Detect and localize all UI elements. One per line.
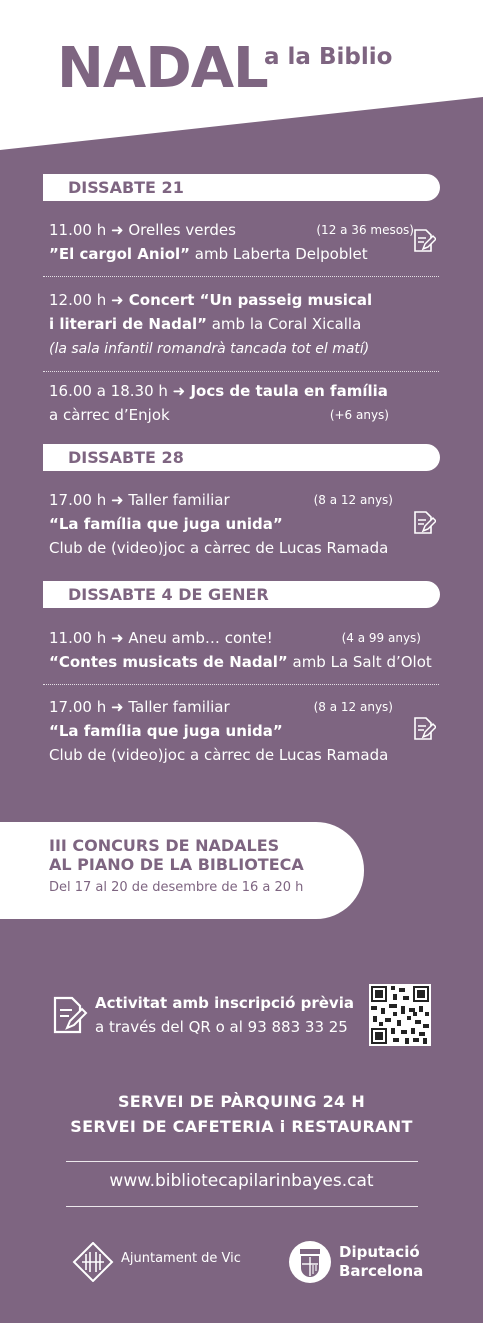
day-header-4-gener: DISSABTE 4 DE GENER (43, 581, 440, 608)
concurs-dates: Del 17 al 20 de desembre de 16 a 20 h (49, 880, 304, 895)
divider (43, 684, 439, 685)
concurs-title-2: AL PIANO DE LA BIBLIOTECA (49, 855, 304, 874)
event-taller-familiar-28: 17.00 h ➜ Taller familiar (8 a 12 anys) “La família que juga unida” Club de (video)joc a càrrec de Lucas Ramada (49, 488, 414, 560)
divider (66, 1161, 418, 1162)
event-time: 17.00 h (49, 698, 107, 716)
event-concert: 12.00 h ➜ Concert “Un passeig musical i literari de Nadal” amb la Coral Xicalla (la sala infantil romandrà tancada tot el matí) (49, 291, 373, 357)
divider (43, 276, 439, 277)
event-taller-familiar-4: 17.00 h ➜ Taller familiar (8 a 12 anys) “La família que juga unida” Club de (video)joc a càrrec de Lucas Ramada (49, 695, 414, 767)
registration-details: a través del QR o al 93 883 33 25 (95, 1018, 348, 1036)
ajuntament-vic-label: Ajuntament de Vic (121, 1251, 241, 1266)
diputacio-barcelona-label: Diputació Barcelona (339, 1243, 424, 1280)
event-time: 17.00 h (49, 491, 107, 509)
divider (66, 1206, 418, 1207)
service-parking: SERVEI DE PÀRQUING 24 H (117, 1092, 366, 1111)
right-arrow-icon: ➜ (106, 629, 124, 647)
event-time: 16.00 a 18.30 h (49, 382, 168, 400)
event-jocs-de-taula: 16.00 a 18.30 h ➜ Jocs de taula en família a càrrec d’Enjok (+6 anys) (49, 379, 414, 427)
age-range: (4 a 99 anys) (341, 631, 421, 645)
event-aneu-amb-conte: 11.00 h ➜ Aneu amb… conte! (4 a 99 anys) “Contes musicats de Nadal” amb La Salt d’Olot (49, 626, 414, 674)
diputacio-barcelona-logo (288, 1240, 332, 1284)
service-cafeteria: SERVEI DE CAFETERIA i RESTAURANT (70, 1117, 413, 1136)
page-title: NADAL (57, 36, 268, 101)
document-pen-icon (412, 228, 436, 254)
age-range: (12 a 36 mesos) (316, 223, 414, 237)
page-subtitle: a la Biblio (264, 44, 393, 70)
day-header-21: DISSABTE 21 (43, 174, 440, 201)
document-pen-icon (52, 995, 88, 1035)
divider (43, 371, 439, 372)
event-orelles-verdes: 11.00 h ➜ Orelles verdes (12 a 36 mesos) ”El cargol Aniol” amb Laberta Delpoblet (49, 218, 414, 266)
website-link[interactable]: www.bibliotecapilarinbayes.cat (109, 1171, 374, 1191)
registration-info (95, 991, 354, 1039)
concurs-title-1: III CONCURS DE NADALES (49, 836, 280, 855)
event-time: 11.00 h (49, 221, 107, 239)
document-pen-icon (412, 510, 436, 536)
services-block (0, 1089, 483, 1139)
age-range: (8 a 12 anys) (313, 493, 393, 507)
right-arrow-icon: ➜ (106, 698, 124, 716)
registration-title: Activitat amb inscripció prèvia (95, 994, 354, 1012)
event-time: 11.00 h (49, 629, 107, 647)
ajuntament-vic-logo (72, 1242, 114, 1282)
age-range: (8 a 12 anys) (313, 700, 393, 714)
concurs-banner (0, 822, 364, 919)
day-header-28: DISSABTE 28 (43, 444, 440, 471)
qr-code[interactable] (369, 984, 431, 1046)
document-pen-icon (412, 716, 436, 742)
event-time: 12.00 h (49, 291, 107, 309)
age-range: (+6 anys) (329, 408, 389, 422)
right-arrow-icon: ➜ (106, 221, 124, 239)
right-arrow-icon: ➜ (106, 491, 124, 509)
right-arrow-icon: ➜ (167, 382, 186, 400)
right-arrow-icon: ➜ (106, 291, 124, 309)
